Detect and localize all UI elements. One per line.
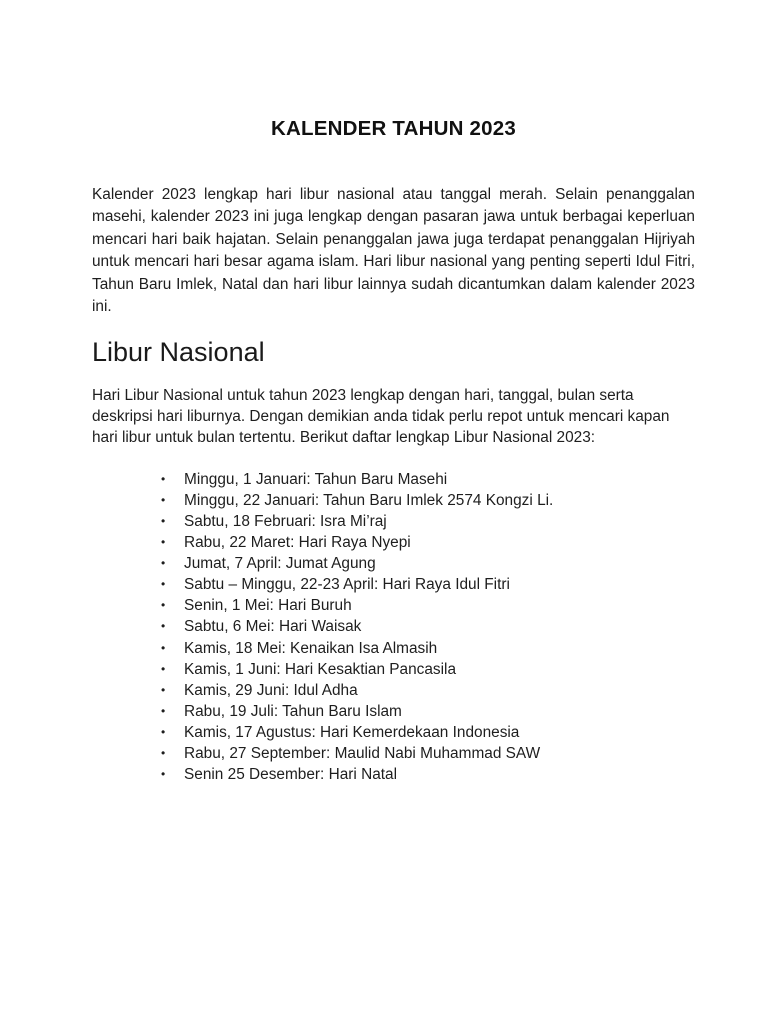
bullet-icon: • [161, 682, 166, 697]
section-heading-libur-nasional: Libur Nasional [92, 337, 265, 368]
holiday-item [161, 532, 695, 553]
holiday-text: Kamis, 29 Juni: Idul Adha [184, 681, 358, 699]
holiday-item [161, 722, 695, 743]
bullet-icon: • [161, 661, 166, 676]
bullet-icon: • [161, 703, 166, 718]
holiday-text: Kamis, 1 Juni: Hari Kesaktian Pancasila [184, 660, 457, 678]
holiday-text: Senin, 1 Mei: Hari Buruh [184, 597, 352, 615]
bullet-icon: • [161, 535, 166, 550]
holiday-item [161, 490, 695, 511]
holiday-item [161, 743, 695, 764]
holiday-item [161, 638, 695, 659]
bullet-icon: • [161, 746, 166, 761]
holiday-text: Minggu, 22 Januari: Tahun Baru Imlek 2574 Kongzi Li. [184, 491, 554, 509]
section-intro-paragraph: Hari Libur Nasional untuk tahun 2023 lengkap dengan hari, tanggal, bulan serta deskripsi hari liburnya. Dengan demikian anda tidak perlu repot untuk mencari kapan hari libur untuk bulan tertentu. Berikut daftar lengkap Libur Nasional 2023: [92, 387, 670, 447]
holiday-text: Minggu, 1 Januari: Tahun Baru Masehi [184, 470, 448, 488]
bullet-icon: • [161, 577, 166, 592]
holiday-text: Sabtu, 18 Februari: Isra Mi’raj [184, 513, 387, 531]
holiday-text: Sabtu – Minggu, 22-23 April: Hari Raya Idul Fitri [184, 576, 510, 594]
holiday-text: Kamis, 17 Agustus: Hari Kemerdekaan Indonesia [184, 723, 520, 741]
holiday-text: Senin 25 Desember: Hari Natal [184, 766, 398, 784]
holiday-item [161, 764, 695, 785]
holiday-item [161, 616, 695, 637]
holiday-list [92, 469, 695, 785]
bullet-icon: • [161, 492, 166, 507]
holiday-item [161, 595, 695, 616]
holiday-item [161, 701, 695, 722]
holiday-text: Rabu, 27 September: Maulid Nabi Muhammad SAW [184, 745, 541, 763]
bullet-icon: • [161, 619, 166, 634]
holiday-text: Jumat, 7 April: Jumat Agung [184, 555, 376, 573]
holiday-text: Kamis, 18 Mei: Kenaikan Isa Almasih [184, 639, 438, 657]
bullet-icon: • [161, 598, 166, 613]
holiday-item [161, 574, 695, 595]
intro-paragraph: Kalender 2023 lengkap hari libur nasional atau tanggal merah. Selain penanggalan masehi, kalender 2023 ini juga lengkap dengan pasaran jawa untuk berbagai keperluan mencari hari baik hajatan. Selain penanggalan jawa juga terdapat penanggalan Hijriyah untuk mencari hari besar agama islam. Hari libur nasional yang penting seperti Idul Fitri, Tahun Baru Imlek, Natal dan hari libur lainnya sudah dicantumkan dalam kalender 2023 ini. [92, 186, 695, 316]
holiday-item [161, 680, 695, 701]
bullet-icon: • [161, 514, 166, 529]
holiday-item [161, 553, 695, 574]
holiday-text: Rabu, 19 Juli: Tahun Baru Islam [184, 702, 402, 720]
holiday-item [161, 511, 695, 532]
holiday-item [161, 469, 695, 490]
bullet-icon: • [161, 640, 166, 655]
bullet-icon: • [161, 724, 166, 739]
bullet-icon: • [161, 556, 166, 571]
holiday-item [161, 659, 695, 680]
document-title: KALENDER TAHUN 2023 [271, 117, 516, 140]
holiday-text: Rabu, 22 Maret: Hari Raya Nyepi [184, 534, 411, 552]
holiday-text: Sabtu, 6 Mei: Hari Waisak [184, 618, 362, 636]
bullet-icon: • [161, 767, 166, 782]
bullet-icon: • [161, 471, 166, 486]
